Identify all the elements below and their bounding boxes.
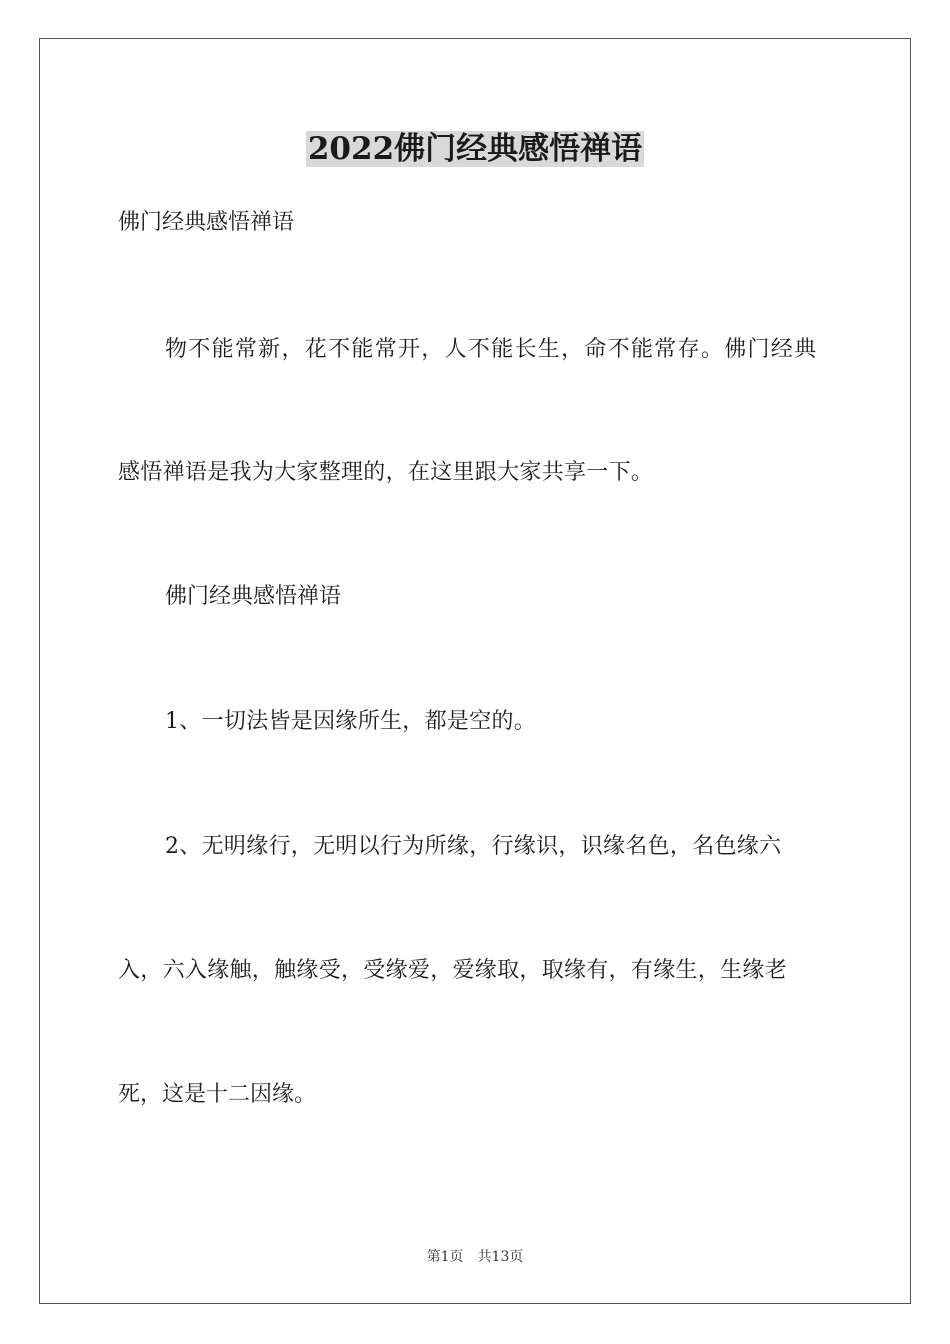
list-item-2-line-3: 死，这是十二因缘。 — [118, 1082, 317, 1107]
document-subtitle: 佛门经典感悟禅语 — [118, 210, 295, 235]
list-item-1: 1、一切法皆是因缘所生，都是空的。 — [165, 709, 537, 734]
list-item-2-line-1: 2、无明缘行，无明以行为所缘，行缘识，识缘名色，名色缘六 — [165, 834, 782, 859]
intro-paragraph-line-2: 感悟禅语是我为大家整理的，在这里跟大家共享一下。 — [118, 460, 654, 485]
document-title-text: 2022佛门经典感悟禅语 — [307, 131, 643, 167]
section-heading: 佛门经典感悟禅语 — [165, 584, 342, 609]
intro-paragraph-line-1: 物不能常新，花不能常开，人不能长生，命不能常存。佛门经典 — [165, 337, 818, 362]
page-footer — [0, 1247, 950, 1267]
document-title — [0, 125, 950, 173]
page-number: 第1页 — [426, 1249, 464, 1265]
list-item-2-line-2: 入，六入缘触，触缘受，受缘爱，爱缘取，取缘有，有缘生，生缘老 — [118, 958, 788, 983]
page-total: 共13页 — [477, 1249, 524, 1265]
